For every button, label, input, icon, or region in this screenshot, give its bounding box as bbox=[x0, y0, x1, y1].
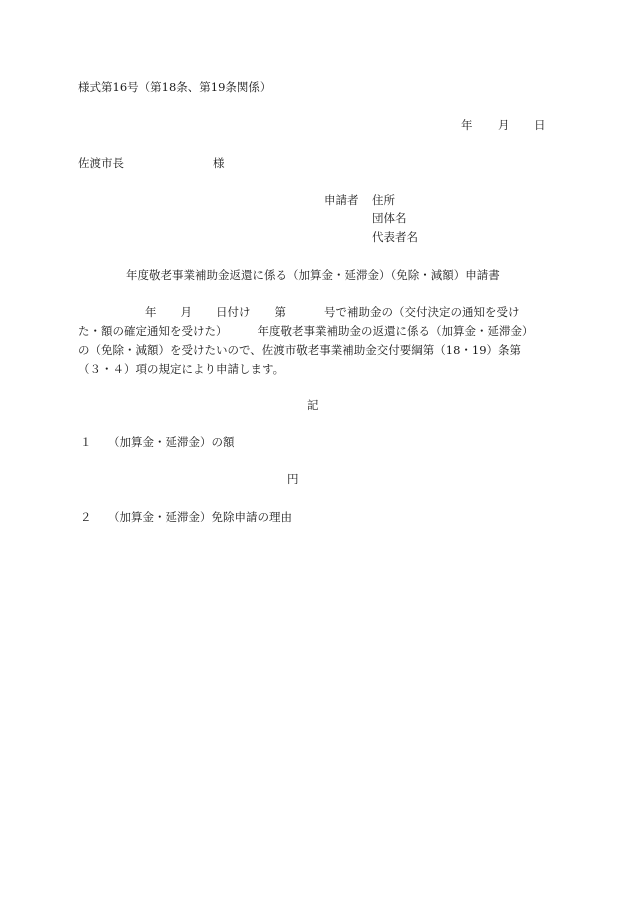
body-line-4 bbox=[78, 360, 548, 379]
item-1-number: １ bbox=[80, 435, 92, 449]
item-2-label: （加算金・延滞金）免除申請の理由 bbox=[108, 510, 292, 524]
date-day-label: 日 bbox=[534, 118, 546, 132]
body-line-1 bbox=[78, 303, 548, 322]
document-title: 年度敬老事業補助金返還に係る（加算金・延滞金）（免除・減額）申請書 bbox=[126, 268, 500, 282]
form-number: 様式第16号（第18条、第19条関係） bbox=[78, 80, 272, 94]
body-line-3-text: の（免除・減額）を受けたいので、佐渡市敬老事業補助金交付要綱第（18・19）条第 bbox=[78, 343, 522, 357]
body-line-2-a: た・額の確定通知を受けた） bbox=[78, 324, 228, 338]
body-date-suffix: 日付け bbox=[216, 305, 251, 319]
body-line-2-b: 年度敬老事業補助金の返還に係る（加算金・延滞金） bbox=[257, 324, 534, 338]
amount-unit: 円 bbox=[287, 472, 299, 486]
item-2-number: ２ bbox=[80, 510, 92, 524]
applicant-org-label: 団体名 bbox=[372, 211, 407, 225]
item-1-label: （加算金・延滞金）の額 bbox=[108, 435, 235, 449]
date-month-label: 月 bbox=[498, 118, 510, 132]
body-line-1-rest: 号で補助金の（交付決定の通知を受け bbox=[324, 305, 520, 319]
addressee-name: 佐渡市長 bbox=[78, 156, 124, 170]
applicant-label: 申請者 bbox=[324, 193, 359, 207]
body-line-4-text: （３・４）項の規定により申請します。 bbox=[78, 362, 285, 376]
body-month-label: 月 bbox=[180, 305, 192, 319]
addressee-honorific: 様 bbox=[213, 156, 225, 170]
note-heading: 記 bbox=[307, 398, 319, 412]
body-no-prefix: 第 bbox=[274, 305, 286, 319]
body-line-3 bbox=[78, 341, 548, 360]
date-year-label: 年 bbox=[461, 118, 473, 132]
body-line-2 bbox=[78, 322, 548, 341]
applicant-representative-label: 代表者名 bbox=[372, 230, 418, 244]
body-paragraph bbox=[78, 303, 548, 379]
body-year-label: 年 bbox=[145, 305, 157, 319]
applicant-address-label: 住所 bbox=[372, 193, 395, 207]
